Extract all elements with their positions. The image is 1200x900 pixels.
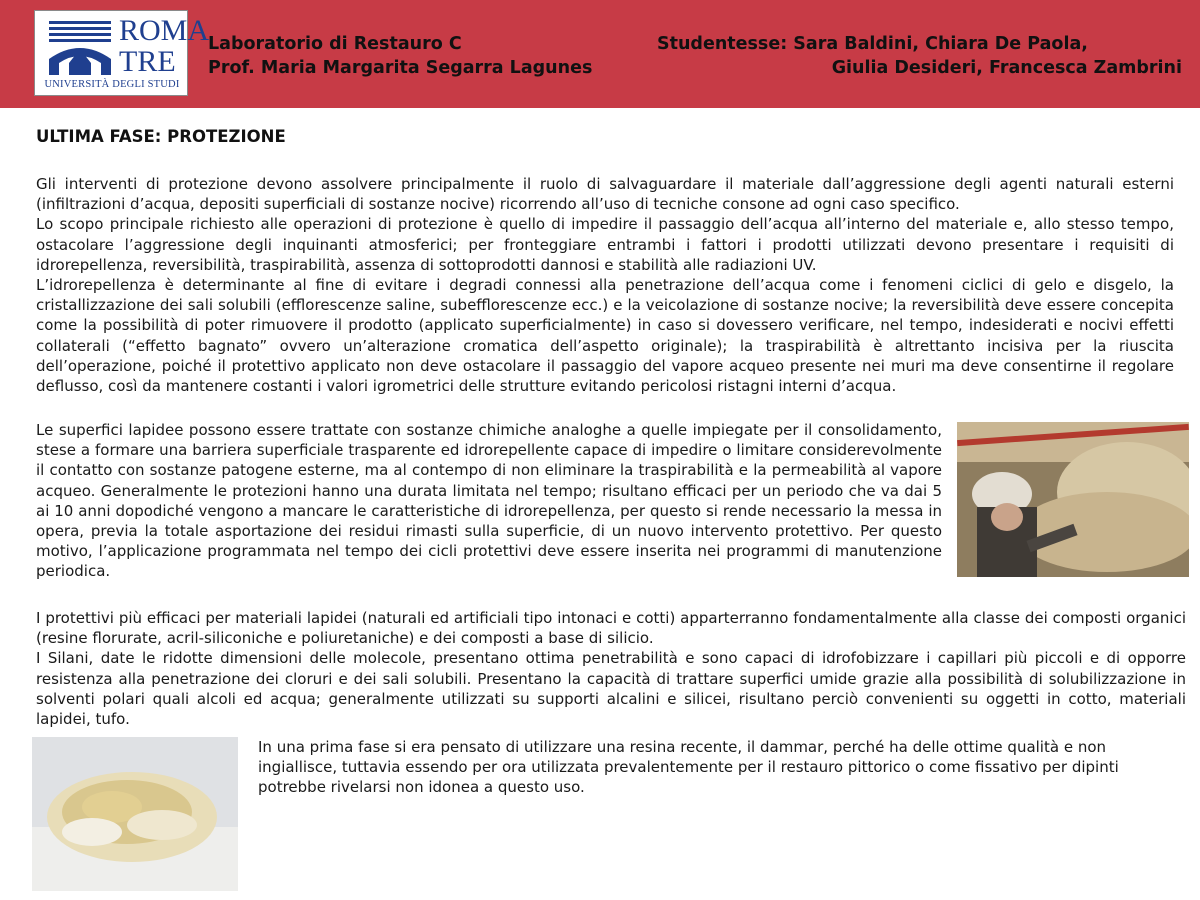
resin-photo-illustration	[32, 737, 238, 891]
students-line-1: Studentesse: Sara Baldini, Chiara De Paola,	[657, 34, 1088, 54]
protectives-text-block	[36, 608, 1186, 729]
paragraph-silanes: I Silani, date le ridotte dimensioni delle molecole, presentano ottima penetrabilità e sono capaci di idrofobizzare i capillari più piccoli e di opporre resistenza alla penetrazione dei cloruri e dei sali solubili. Presentano la capacità di trattare superfici umide grazie alla possibilità di solubilizzazione in solventi polari quali alcoli ed acqua; generalmente utilizzati su supporti alcalini e silicei, risultano perciò convenienti su oggetti in cotto, materiali lapidei, tufo.	[36, 649, 1186, 729]
stone-surfaces-text-block	[36, 420, 942, 582]
logo-text-tre: TRE	[119, 45, 176, 78]
section-title: ULTIMA FASE: PROTEZIONE	[36, 127, 286, 146]
paragraph-protection-role: Gli interventi di protezione devono assolvere principalmente il ruolo di salvaguardare il materiale dall’aggressione degli agenti naturali esterni (infiltrazioni d’acqua, depositi superficiali di sostanze nocive) ricorrendo all’uso di tecniche consone ad ogni caso specifico.	[36, 175, 1174, 214]
paragraph-protection-scope: Lo scopo principale richiesto alle operazioni di protezione è quello di impedire il passaggio dell’acqua all’interno del materiale e, allo stesso tempo, ostacolare l’aggressione degli inquinanti atmosferici; per fronteggiare entrambi i fattori i prodotti utilizzati devono presentare i requisiti di idrorepellenza, reversibilità, traspirabilità, assenza di sottoprodotti dannosi e stabilità alle radiazioni UV.	[36, 215, 1174, 274]
paragraph-protectives: I protettivi più efficaci per materiali lapidei (naturali ed artificiali tipo intonaci e cotti) apparterranno fondamentalmente alla classe dei composti organici (resine florurate, acril-siliconiche e poliuretaniche) e dei composti a base di silicio.	[36, 609, 1186, 648]
paragraph-dammar: In una prima fase si era pensato di utilizzare una resina recente, il dammar, perché ha delle ottime qualità e non ingiallisce, tuttavia essendo per ora utilizzata prevalentemente per il restauro pittorico o come fissativo per dipinti potrebbe rivelarsi non idonea a questo uso.	[258, 738, 1119, 797]
roma-tre-emblem-icon	[45, 19, 115, 77]
logo-text-roma: ROMA	[119, 14, 210, 47]
restorer-at-work-photo	[957, 422, 1189, 577]
university-logo	[34, 10, 210, 96]
paragraph-requirements: L’idrorepellenza è determinante al fine di evitare i degradi connessi alla penetrazione dell’acqua come i fenomeni ciclici di gelo e disgelo, la cristallizzazione dei sali solubili (efflorescenze saline, subefflorescenze ecc.) e la veicolazione di sostanze nocive; la reversibilità deve essere concepita come la possibilità di poter rimuovere il prodotto (applicato superficialmente) in caso si dovessero verificare, nel tempo, indesiderati e nocivi effetti collaterali (“effetto bagnato” ovvero un’alterazione cromatica dell’aspetto originale); la traspirabilità è altrettanto incisiva per la riuscita dell’operazione, poiché il protettivo applicato non deve ostacolare il passaggio del vapore acqueo presente nei muri ma deve consentirne il regolare deflusso, così da mantenere costanti i valori igrometrici delle strutture evitando pericolosi ristagni interni d’acqua.	[36, 276, 1174, 396]
intro-text-block	[36, 174, 1174, 396]
professor-name: Prof. Maria Margarita Segarra Lagunes	[208, 58, 593, 78]
paragraph-stone-surfaces: Le superfici lapidee possono essere trattate con sostanze chimiche analoghe a quelle impiegate per il consolidamento, stese a formare una barriera superficiale trasparente ed idrorepellente capace di impedire o limitare considerevolmente il contatto con sostanze patogene esterne, ma al contempo di non eliminare la traspirabilità e la permeabilità al vapore acqueo. Generalmente le protezioni hanno una durata limitata nel tempo; risultano efficaci per un periodo che va dai 5 ai 10 anni dopodiché vengono a mancare le caratteristiche di idrorepellenza, per questo si rende necessario la messa in opera, previa la totale asportazione dei residui rimasti sulla superficie, di un nuovo intervento protettivo. Per questo motivo, l’applicazione programmata nel tempo dei cicli protettivi deve essere inserita nei programmi di manutenzione periodica.	[36, 421, 942, 581]
dammar-resin-photo	[32, 737, 238, 891]
logo-text-university: UNIVERSITÀ DEGLI STUDI	[44, 79, 180, 90]
course-title: Laboratorio di Restauro C	[208, 34, 462, 54]
restorer-photo-illustration	[957, 422, 1189, 577]
students-line-2: Giulia Desideri, Francesca Zambrini	[831, 58, 1182, 78]
page-header	[0, 0, 1200, 108]
dammar-text-block	[258, 737, 1170, 798]
